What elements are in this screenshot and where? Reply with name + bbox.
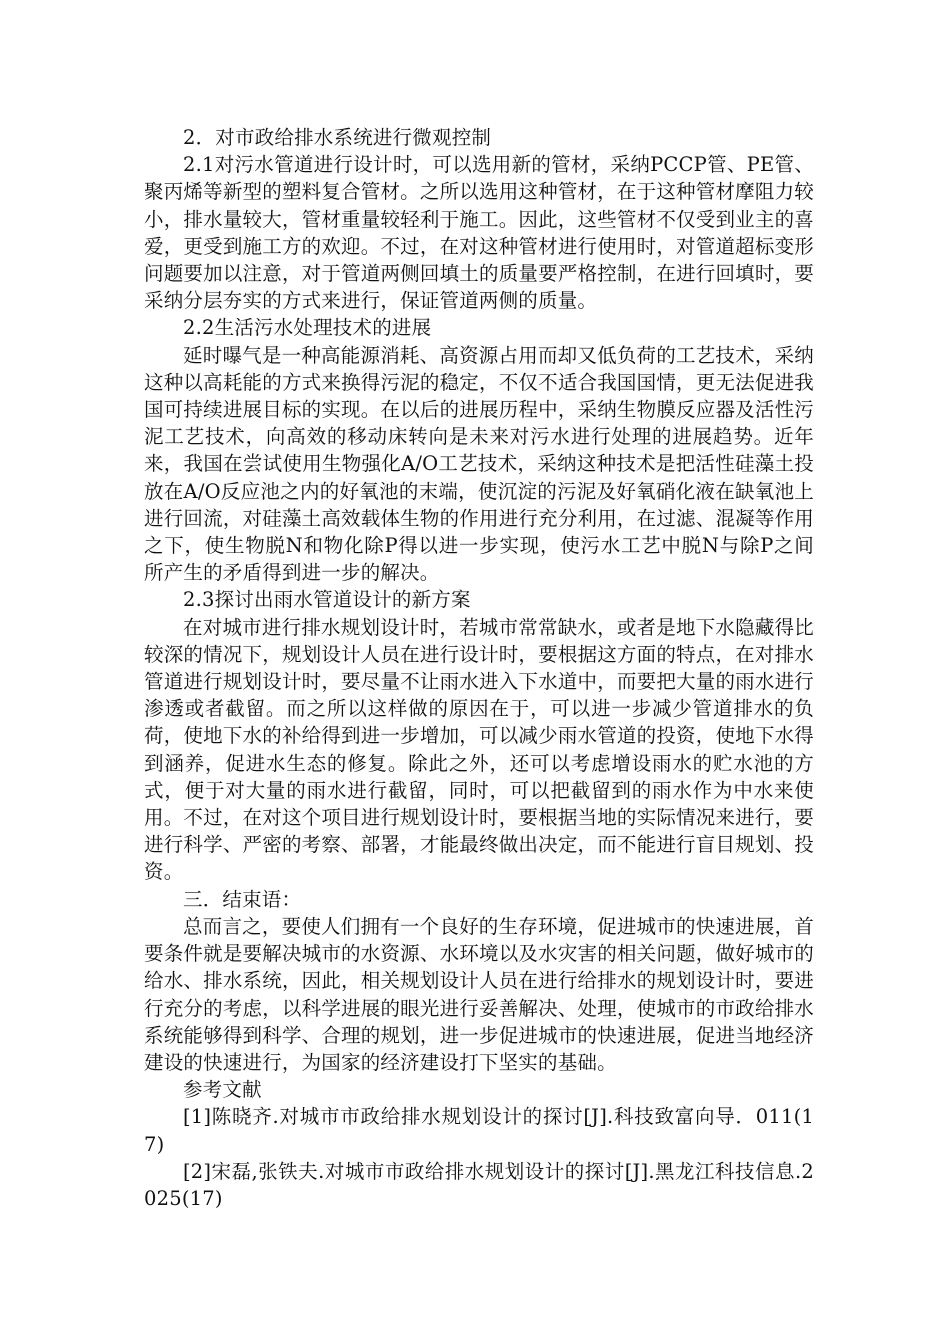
- section-heading-2: 2．对市政给排水系统进行微观控制: [183, 126, 492, 149]
- section-heading-conclusion: 三．结束语：: [183, 887, 302, 911]
- paragraph-2-3: 在对城市进行排水规划设计时，若城市常常缺水，或者是地下水隐藏得比较深的情况下，规划设计人员在进行设计时，要根据这方面的特点，在对排水管道进行规划设计时，要尽量不让雨水进入下水道中，而要把大量的雨水进行渗透或者截留。而之所以这样做的原因在于，可以进一步减少管道排水的负荷，使地下水的补给得到进一步增加，可以减少雨水管道的投资，使地下水得到涵养，促进水生态的修复。除此之外，还可以考虑增设雨水的贮水池的方式，便于对大量的雨水进行截留，同时，可以把截留到的雨水作为中水来使用。不过，在对这个项目进行规划设计时，要根据当地的实际情况来进行，要进行科学、严密的考察、部署，才能最终做出决定，而不能进行盲目规划、投资。: [144, 615, 814, 884]
- paragraph-2-1: 2.1对污水管道进行设计时，可以选用新的管材，采纳PCCP管、PE管、聚丙烯等新型的塑料复合管材。之所以选用这种管材，在于这种管材摩阻力较小，排水量较大，管材重量较轻利于施工。因此，这些管材不仅受到业主的喜爱，更受到施工方的欢迎。不过，在对这种管材进行使用时，对管道超标变形问题要加以注意，对于管道两侧回填土的质量要严格控制，在进行回填时，要采纳分层夯实的方式来进行，保证管道两侧的质量。: [144, 153, 814, 313]
- subsection-heading-2-3: 2.3探讨出雨水管道设计的新方案: [183, 588, 471, 612]
- paragraph-conclusion: 总而言之，要使人们拥有一个良好的生存环境，促进城市的快速进展，首要条件就是要解决城市的水资源、水环境以及水灾害的相关问题，做好城市的给水、排水系统，因此，相关规划设计人员在进行给排水的规划设计时，要进行充分的考虑，以科学进展的眼光进行妥善解决、处理，使城市的市政给排水系统能够得到科学、合理的规划，进一步促进城市的快速进展，促进当地经济建设的快速进行，为国家的经济建设打下坚实的基础。: [144, 914, 814, 1074]
- reference-item-1: [1]陈晓齐.对城市市政给排水规划设计的探讨[J].科技致富向导．011(17): [144, 1105, 814, 1156]
- references-heading: 参考文献: [183, 1078, 262, 1102]
- paragraph-2-2: 延时曝气是一种高能源消耗、高资源占用而却又低负荷的工艺技术，采纳这种以高耗能的方式来换得污泥的稳定，不仅不适合我国国情，更无法促进我国可持续进展目标的实现。在以后的进展历程中，采纳生物膜反应器及活性污泥工艺技术，向高效的移动床转向是未来对污水进行处理的进展趋势。近年来，我国在尝试使用生物强化A/O工艺技术，采纳这种技术是把活性硅藻土投放在A/O反应池之内的好氧池的末端，使沉淀的污泥及好氧硝化液在缺氧池上进行回流，对硅藻土高效载体生物的作用进行充分利用，在过滤、混凝等作用之下，使生物脱N和物化除P得以进一步实现，使污水工艺中脱N与除P之间所产生的矛盾得到进一步的解决。: [144, 343, 814, 585]
- subsection-heading-2-2: 2.2生活污水处理技术的进展: [183, 316, 432, 340]
- document-body: [144, 124, 814, 1212]
- reference-item-2: [2]宋磊,张铁夫.对城市市政给排水规划设计的探讨[J].黑龙江科技信息.2025(17): [144, 1159, 814, 1210]
